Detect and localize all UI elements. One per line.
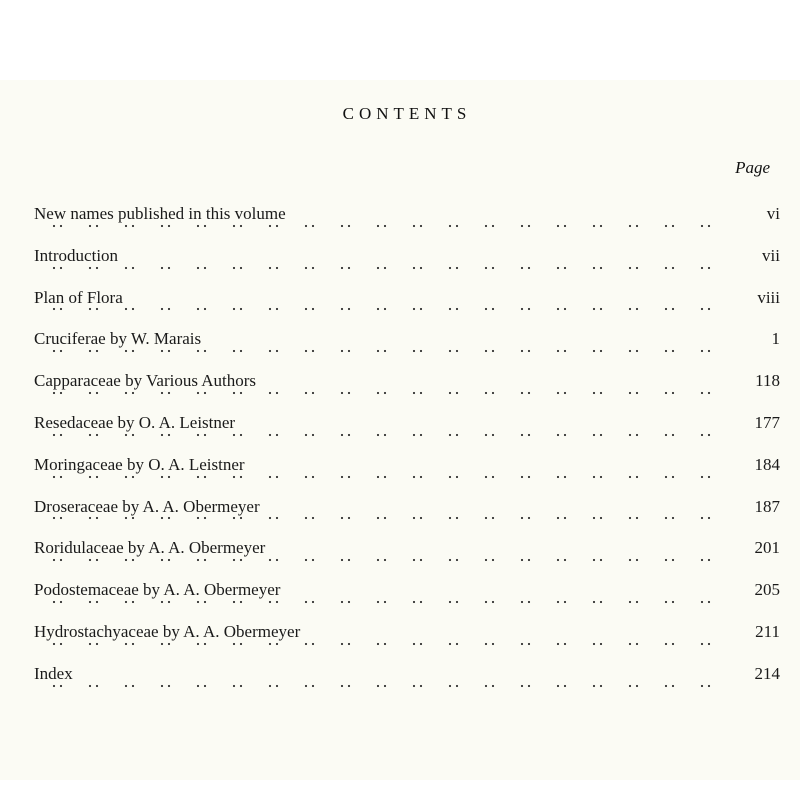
toc-entry-page: 205 (749, 574, 781, 606)
dot-leader (34, 475, 736, 479)
table-of-contents (34, 198, 780, 700)
dot-leader (34, 558, 736, 562)
toc-entry-cruciferae (34, 323, 780, 365)
toc-entry-label: Plan of Flora (34, 288, 127, 307)
dot-leader (34, 391, 736, 395)
toc-entry-label: Roridulaceae by A. A. Obermeyer (34, 538, 269, 557)
toc-entry-label: New names published in this volume (34, 204, 290, 223)
dot-leader (34, 600, 736, 604)
dot-leader (34, 516, 736, 520)
toc-entry-page: 211 (749, 616, 780, 648)
toc-entry-label: Cruciferae by W. Marais (34, 329, 205, 348)
toc-entry-droseraceae (34, 491, 780, 533)
toc-entry-page: 201 (749, 532, 781, 564)
toc-entry-page: viii (751, 282, 780, 314)
dot-leader (34, 307, 736, 311)
toc-entry-roridulaceae (34, 532, 780, 574)
toc-entry-moringaceae (34, 449, 780, 491)
toc-entry-page: 177 (749, 407, 781, 439)
toc-entry-label: Resedaceae by O. A. Leistner (34, 413, 239, 432)
toc-entry-capparaceae (34, 365, 780, 407)
toc-entry-podostemaceae (34, 574, 780, 616)
toc-entry-introduction (34, 240, 780, 282)
toc-entry-label: Droseraceae by A. A. Obermeyer (34, 497, 264, 516)
toc-entry-label: Capparaceae by Various Authors (34, 371, 260, 390)
toc-entry-page: 187 (749, 491, 781, 523)
toc-entry-page: 214 (749, 658, 781, 690)
dot-leader (34, 349, 736, 353)
toc-entry-plan-of-flora (34, 282, 780, 324)
toc-entry-index (34, 658, 780, 700)
toc-entry-page: vii (756, 240, 780, 272)
page-title: CONTENTS (342, 104, 472, 123)
toc-entry-hydrostachyaceae (34, 616, 780, 658)
dot-leader (34, 642, 736, 646)
toc-entry-page: 1 (766, 323, 781, 355)
toc-entry-page: 184 (749, 449, 781, 481)
toc-entry-label: Moringaceae by O. A. Leistner (34, 455, 249, 474)
page-column-label: Page (735, 158, 770, 177)
toc-entry-label: Podostemaceae by A. A. Obermeyer (34, 580, 284, 599)
toc-entry-label: Introduction (34, 246, 122, 265)
dot-leader (34, 224, 736, 228)
toc-entry-new-names (34, 198, 780, 240)
toc-entry-label: Hydrostachyaceae by A. A. Obermeyer (34, 622, 304, 641)
toc-entry-label: Index (34, 664, 77, 683)
dot-leader (34, 684, 736, 688)
dot-leader (34, 433, 736, 437)
toc-entry-resedaceae (34, 407, 780, 449)
dot-leader (34, 266, 736, 270)
toc-entry-page: vi (761, 198, 780, 230)
toc-entry-page: 118 (749, 365, 780, 397)
